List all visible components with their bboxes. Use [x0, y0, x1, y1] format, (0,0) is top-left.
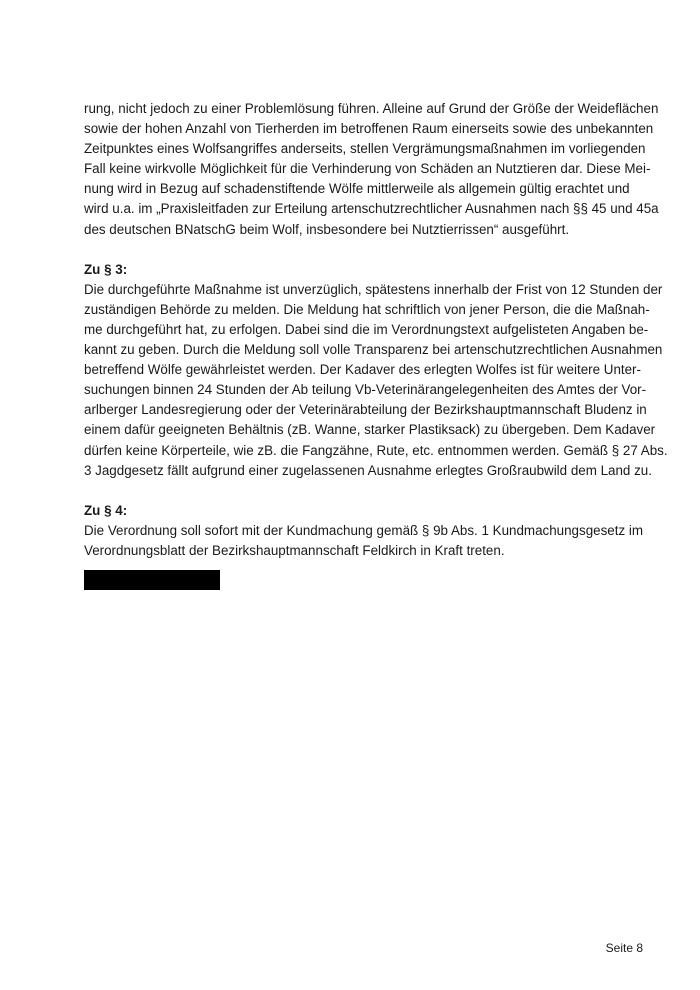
page-number: Seite 8: [605, 941, 643, 955]
text-line: arlberger Landesregierung oder der Veterinärabteilung der Bezirkshauptmannschaft Bludenz in: [84, 402, 647, 418]
text-line: me durchgeführt hat, zu erfolgen. Dabei sind die im Verordnungstext aufgelisteten Angaben be-: [84, 321, 649, 337]
text-line: sowie der hohen Anzahl von Tierherden im betroffenen Raum einerseits sowie des unbekannten: [84, 121, 654, 137]
text-line: dürfen keine Körperteile, wie zB. die Fangzähne, Rute, etc. entnommen werden. Gemäß § 27 Abs.: [84, 442, 668, 458]
text-line: Zeitpunktes eines Wolfsangriffes anderseits, stellen Vergrämungsmaßnahmen im vorliegenden: [84, 141, 646, 157]
text-line: Die Verordnung soll sofort mit der Kundmachung gemäß § 9b Abs. 1 Kundmachungsgesetz im: [84, 522, 643, 538]
text-line: Verordnungsblatt der Bezirkshauptmannschaft Feldkirch in Kraft treten.: [84, 542, 505, 558]
redaction-bar: [84, 570, 220, 590]
body-text: [84, 99, 668, 561]
text-line: einem dafür geeigneten Behältnis (zB. Wanne, starker Plastiksack) zu übergeben. Dem Kadaver: [84, 422, 656, 438]
text-line: zuständigen Behörde zu melden. Die Meldung hat schriftlich von jener Person, die die Maßnah-: [84, 301, 650, 317]
text-line: 3 Jagdgesetz fällt aufgrund einer zugelassenen Ausnahme erlegtes Großraubwild dem Land zu.: [84, 462, 652, 478]
section-4: [84, 501, 650, 561]
section-3: [84, 260, 668, 481]
text-line: suchungen binnen 24 Stunden der Ab teilung Vb-Veterinärangelegenheiten des Amtes der Vor-: [84, 382, 647, 398]
section-3-heading: Zu § 3:: [84, 261, 128, 277]
text-line: wird u.a. im „Praxisleitfaden zur Erteilung artenschutzrechtlicher Ausnahmen nach §§ 45 und 45a: [84, 201, 659, 217]
text-line: Fall keine wirkvolle Möglichkeit für die Verhinderung von Schäden an Nutztieren dar. Diese Mei-: [84, 161, 651, 177]
text-line: Die durchgeführte Maßnahme ist unverzüglich, spätestens innerhalb der Frist von 12 Stunden der: [84, 281, 663, 297]
text-line: des deutschen BNatschG beim Wolf, insbesondere bei Nutztierrissen“ ausgeführt.: [84, 221, 570, 237]
section-4-heading: Zu § 4:: [84, 502, 128, 518]
text-line: rung, nicht jedoch zu einer Problemlösung führen. Alleine auf Grund der Größe der Weideflächen: [84, 101, 659, 116]
text-line: nung wird in Bezug auf schadenstiftende Wölfe mittlerweile als allgemein gültig erachtet und: [84, 181, 630, 197]
text-line: kannt zu geben. Durch die Meldung soll volle Transparenz bei artenschutzrechtlichen Ausnahmen: [84, 342, 663, 358]
text-line: betreffend Wölfe gewährleistet werden. Der Kadaver des erlegten Wolfes ist für weitere Unter-: [84, 362, 641, 378]
paragraph-continuation: [84, 99, 659, 240]
